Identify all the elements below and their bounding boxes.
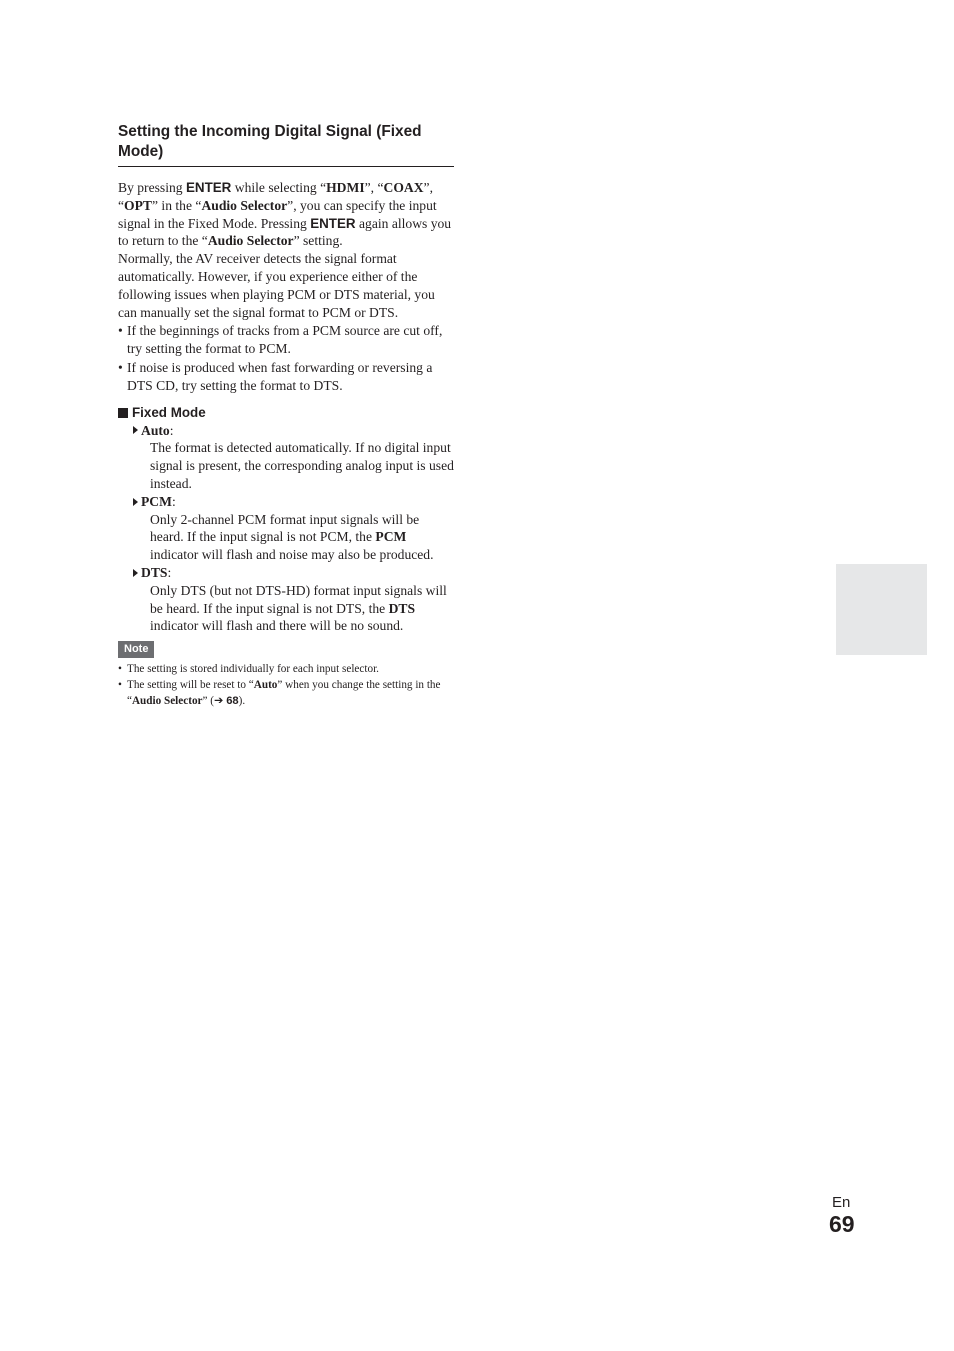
list-item: • If the beginnings of tracks from a PCM source are cut off, try setting the format to PCM. — [118, 322, 454, 358]
option-dts-description: Only DTS (but not DTS-HD) format input signals will be heard. If the input signal is not DTS, the DTS indicator will flash and there will be no sound. — [150, 582, 447, 634]
triangle-right-icon — [133, 426, 138, 434]
enter-key-label: ENTER — [310, 215, 356, 231]
arrow-right-icon: ➔ — [214, 695, 224, 708]
page-number: 69 — [829, 1211, 855, 1237]
option-auto-description: The format is detected automatically. If no digital input signal is present, the corresponding analog input is used instead. — [150, 440, 454, 491]
list-item: • If noise is produced when fast forwarding or reversing a DTS CD, try setting the format to DTS. — [118, 359, 454, 395]
option-pcm: PCM : — [133, 493, 454, 511]
option-auto: Auto : — [133, 422, 454, 440]
page-reference-link[interactable]: 68 — [226, 695, 239, 708]
detection-paragraph: Normally, the AV receiver detects the signal format automatically. However, if you experience either of the following issues when playing PCM or DTS material, you can manually set the signal format to PCM or DTS. — [118, 251, 435, 320]
issue-list — [118, 322, 454, 394]
note-badge: Note — [118, 641, 154, 658]
square-bullet-icon — [118, 408, 128, 418]
option-pcm-description: Only 2-channel PCM format input signals will be heard. If the input signal is not PCM, the PCM indicator will flash and noise may also be produced. — [150, 511, 434, 563]
list-item: • The setting is stored individually for each input selector. — [118, 661, 454, 677]
option-dts: DTS : — [133, 564, 454, 582]
note-list — [118, 661, 454, 709]
list-item: • The setting will be reset to “Auto” when you change the setting in the “Audio Selector” (➔ 68). — [118, 677, 454, 709]
triangle-right-icon — [133, 498, 138, 506]
fixed-mode-subheading: Fixed Mode — [118, 404, 454, 422]
intro-paragraph: By pressing ENTER while selecting “HDMI”, “COAX”, “OPT” in the “Audio Selector”, you can specify the input signal in the Fixed Mode. Pressing ENTER again allows you to return to the “Audio Selector” setting. — [118, 180, 452, 249]
language-label: En — [832, 1194, 851, 1211]
triangle-right-icon — [133, 569, 138, 577]
chapter-side-tab — [836, 564, 927, 655]
enter-key-label: ENTER — [185, 180, 232, 195]
section-heading: Setting the Incoming Digital Signal (Fixed Mode) — [118, 122, 454, 167]
main-column — [118, 120, 454, 709]
